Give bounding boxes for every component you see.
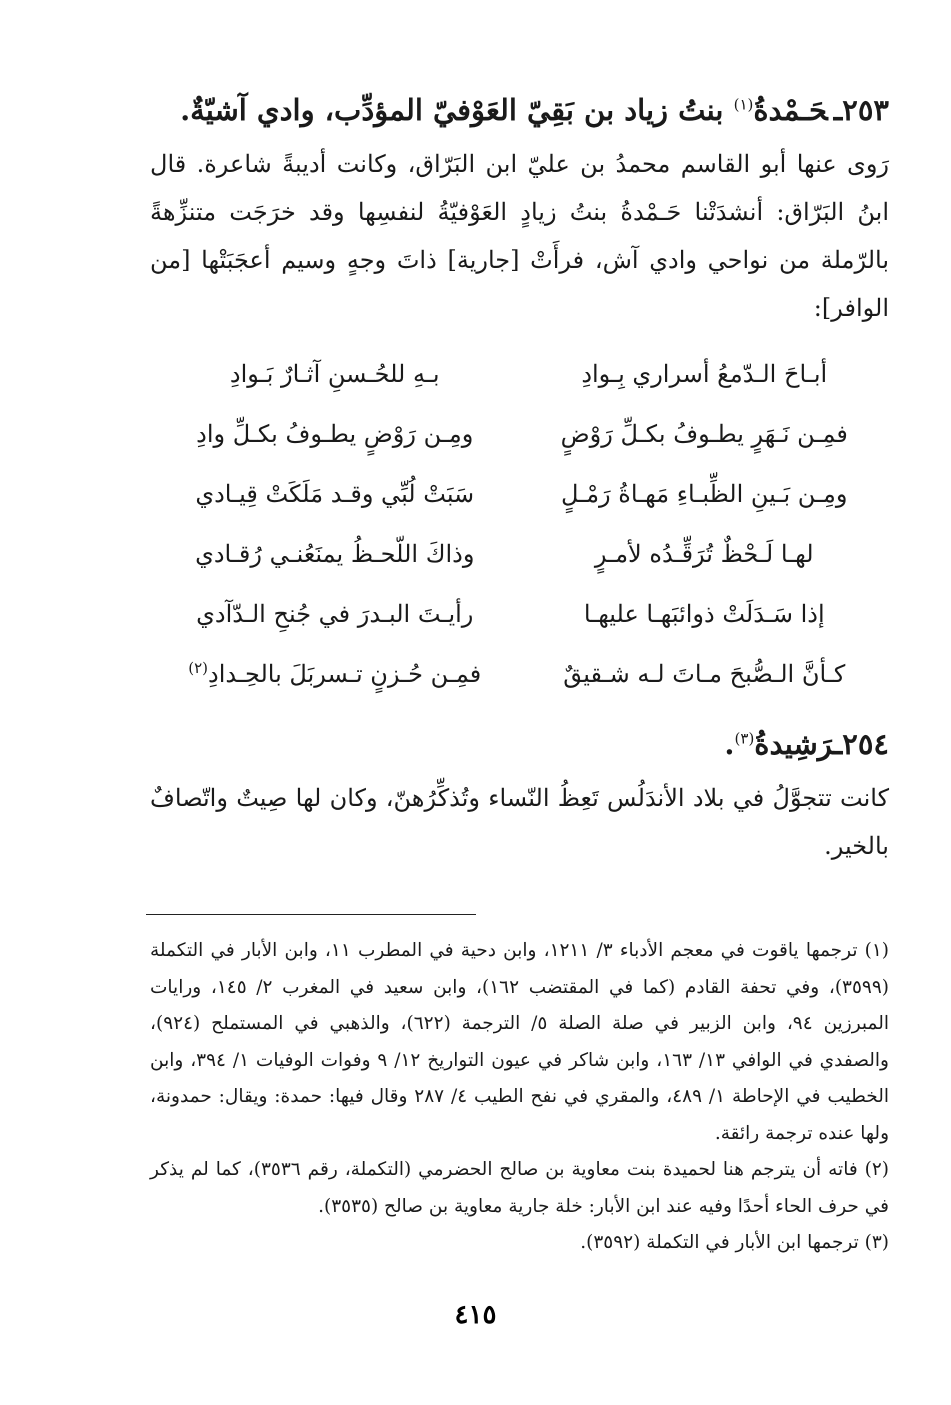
entry-name: رَشِيدةُ bbox=[754, 727, 834, 761]
entry-number: ٢٥٣ـ bbox=[833, 93, 889, 127]
footnote-3: (٣) ترجمها ابن الأبار في التكملة (٣٥٩٢). bbox=[580, 1232, 889, 1253]
poem-verse bbox=[150, 404, 889, 464]
footnote-ref-2[interactable]: (٢) bbox=[188, 659, 208, 677]
verse-first-hemistich: فمِـن نَـهَرٍ يطـوفُ بكـلِّ رَوْضٍ bbox=[560, 420, 848, 448]
verse-second-hemistich: ومِـن رَوْضٍ يطـوفُ بكـلِّ وادِ bbox=[196, 420, 474, 448]
entry-254-paragraph: كانت تتجوَّلُ في بلاد الأندَلُس تَعِظُ النّساء وتُذكِّرُهنّ، وكان لها صِيتٌ واتّصافٌ بالخير. bbox=[150, 784, 889, 860]
poem-verse bbox=[150, 584, 889, 644]
footnote-ref-3[interactable]: (٣) bbox=[734, 729, 755, 748]
verse-first-hemistich: ومِـن بَـينِ الظِّبـاءِ مَهـاةُ رَمْـلٍ bbox=[560, 480, 848, 508]
verse-second-text: فمِـن حُـزنٍ تـسربَلَ بالحِـدادِ bbox=[208, 660, 482, 688]
footnote-divider bbox=[146, 914, 476, 915]
poem-verse bbox=[150, 464, 889, 524]
verse-second-hemistich: سَبَتْ لُبِّي وقـد مَلَكَتْ قِيـادي bbox=[195, 480, 475, 508]
poem-verse bbox=[150, 644, 889, 704]
entry-descriptor: بنتُ زياد بن بَقِيّ العَوْفيّ المؤدِّب، وادي آشيّةٌ. bbox=[180, 93, 724, 127]
entry-253-paragraph: رَوى عنها أبو القاسم محمدُ بن عليّ ابن البَرّاق، وكانت أديبةً شاعرة. قال ابنُ البَرّاق: أنشدَتْنا حَـمْدةُ بنتُ زيادٍ العَوْفيّةُ لنفسِها وقد خرَجَت متنزِّهةً بالرّملة من نواحي وادي آش، فرأَتْ [جارية] ذاتَ وجهٍ وسيم أعجَبَتْها [من الوافر]: bbox=[150, 150, 889, 322]
poem-verse bbox=[150, 524, 889, 584]
footnotes bbox=[150, 933, 889, 1262]
verse-first-hemistich: إذا سَـدَلَتْ ذوائبَهـا عليهـا bbox=[583, 600, 825, 628]
page-number: ٤١٥ bbox=[454, 1300, 497, 1329]
verse-second-hemistich bbox=[150, 660, 520, 688]
verse-second-hemistich: رأيـتَ البـدرَ في جُنحِ الـدّآدي bbox=[196, 600, 474, 628]
poem bbox=[150, 344, 889, 704]
verse-second-hemistich: وذاكَ اللّحـظُ يمنَعُنـي رُقـادي bbox=[195, 540, 475, 568]
poem-verse bbox=[150, 344, 889, 404]
verse-second-hemistich: بـهِ للحُـسنِ آثـارٌ بَـوادِ bbox=[229, 360, 440, 388]
footnote-ref-1[interactable]: (١) bbox=[733, 95, 754, 114]
verse-first-hemistich: أبـاحَ الـدّمعُ أسراري بِـوادِ bbox=[581, 360, 828, 388]
entry-name: حَـمْدةُ bbox=[753, 93, 828, 127]
entry-253-heading bbox=[150, 88, 889, 132]
verse-first-hemistich: كـأنَّ الـصُّبحَ مـاتَ لـه شـقيقٌ bbox=[563, 660, 846, 688]
heading-period: . bbox=[724, 727, 735, 761]
verse-first-hemistich: لهـا لَـحْظٌ تُرَقِّـدُه لأمـرٍ bbox=[594, 540, 814, 568]
entry-254-heading bbox=[150, 722, 889, 766]
entry-number: ٢٥٤ـ bbox=[833, 727, 889, 761]
footnote-1: (١) ترجمها ياقوت في معجم الأدباء ٣/ ١٢١١، وابن دحية في المطرب ١١، وابن الأبار في التكملة (٣٥٩٩)، وفي تحفة القادم (كما في المقتضب ١٦٢)، وابن سعيد في المغرب ٢/ ١٤٥، ورايات المبرزين ٩٤، وابن الزبير في صلة الصلة ٥/ الترجمة (٦٢٢)، والذهبي في المستملح (٩٢٤)، والصفدي في الوافي ١٣/ ١٦٣، وابن شاكر في عيون التواريخ ١٢/ ٩ وفوات الوفيات ١/ ٣٩٤، وابن الخطيب في الإحاطة ١/ ٤٨٩، والمقري في نفح الطيب ٤/ ٢٨٧ وقال فيها: حمدة: ويقال: حمدونة، ولها عنده ترجمة رائقة. bbox=[150, 940, 890, 1144]
footnote-2: (٢) فاته أن يترجم هنا لحميدة بنت معاوية بن صالح الحضرمي (التكملة، رقم ٣٥٣٦)، كما لم يذكر في حرف الحاء أحدًا وفيه عند ابن الأبار: خلة جارية معاوية بن صالح (٣٥٣٥). bbox=[150, 1159, 889, 1217]
